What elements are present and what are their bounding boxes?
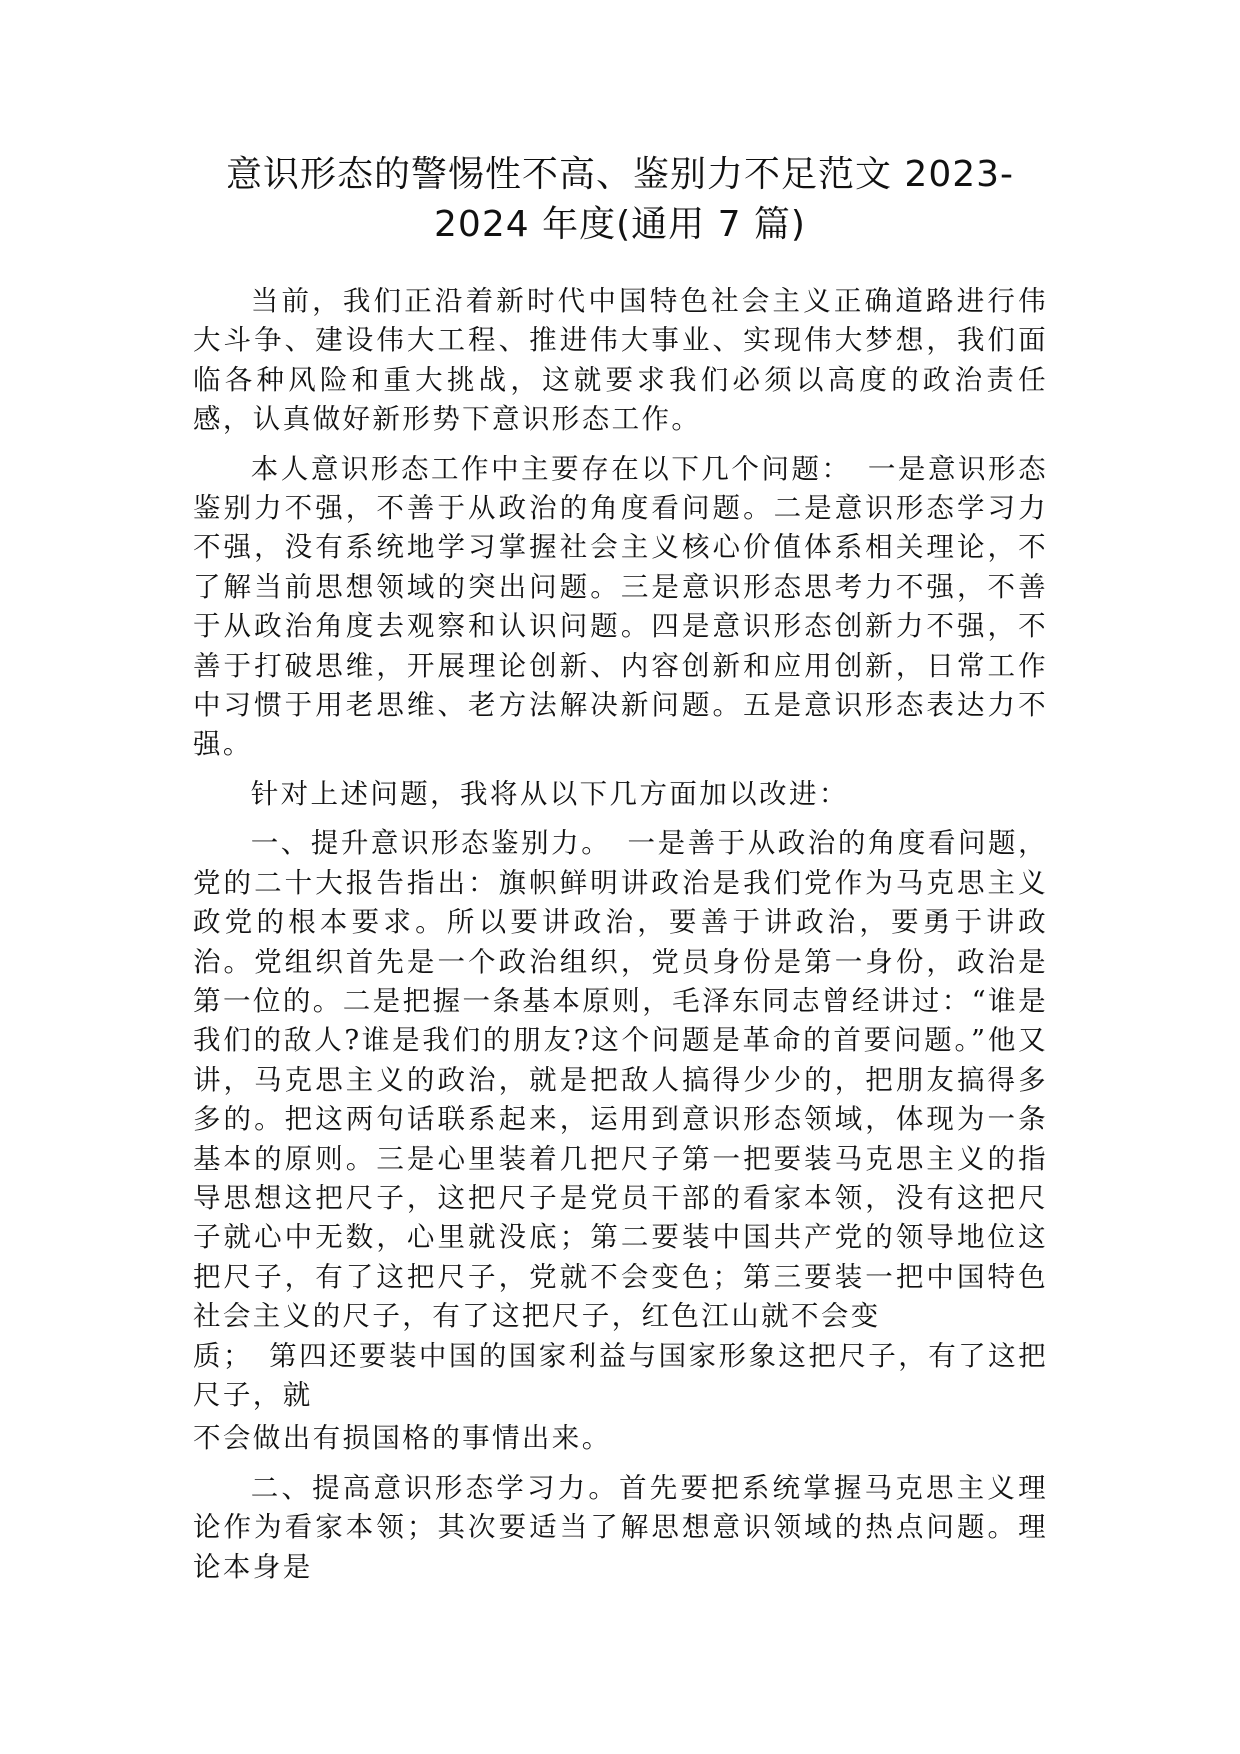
title-line-2: 2024 年度(通用 7 篇)	[434, 204, 806, 245]
title-line-1: 意识形态的警惕性不高、鉴别力不足范文 2023-	[225, 154, 1015, 195]
document-body	[193, 282, 1048, 1597]
paragraph-section-one-continued: 质； 第四还要装中国的国家利益与国家形象这把尺子，有了这把尺子，就	[193, 1339, 1048, 1411]
paragraph-section-one: 一、提升意识形态鉴别力。 一是善于从政治的角度看问题，党的二十大报告指出：旗帜鲜明讲政治是我们党作为马克思主义政党的根本要求。所以要讲政治，要善于讲政治，要勇于讲政治。党组织首先是一个政治组织，党员身份是第一身份，政治是第一位的。二是把握一条基本原则，毛泽东同志曾经讲过：“谁是我们的敌人?谁是我们的朋友?这个问题是革命的首要问题。”他又讲，马克思主义的政治，就是把敌人搞得少少的，把朋友搞得多多的。把这两句话联系起来，运用到意识形态领域，体现为一条基本的原则。三是心里装着几把尺子第一把要装马克思主义的指导思想这把尺子，这把尺子是党员干部的看家本领，没有这把尺子就心中无数，心里就没底；第二要装中国共产党的领导地位这把尺子，有了这把尺子，党就不会变色；第三要装一把中国特色社会主义的尺子，有了这把尺子，红色江山就不会变	[193, 827, 1048, 1333]
paragraph-improvement-intro: 针对上述问题，我将从以下几方面加以改进：	[250, 777, 849, 810]
paragraph-problems: 本人意识形态工作中主要存在以下几个问题： 一是意识形态鉴别力不强，不善于从政治的角度看问题。二是意识形态学习力不强，没有系统地学习掌握社会主义核心价值体系相关理论，不了解当前思想领域的突出问题。三是意识形态思考力不强，不善于从政治角度去观察和认识问题。四是意识形态创新力不强，不善于打破思维，开展理论创新、内容创新和应用创新，日常工作中习惯于用老思维、老方法解决新问题。五是意识形态表达力不强。	[193, 452, 1048, 761]
document-title	[200, 150, 1040, 250]
paragraph-section-one-end: 不会做出有损国格的事情出来。	[193, 1422, 612, 1455]
paragraph-section-two: 二、提高意识形态学习力。首先要把系统掌握马克思主义理论作为看家本领；其次要适当了解思想意识领域的热点问题。理论本身是	[193, 1471, 1048, 1583]
paragraph-intro: 当前，我们正沿着新时代中国特色社会主义正确道路进行伟大斗争、建设伟大工程、推进伟大事业、实现伟大梦想，我们面临各种风险和重大挑战，这就要求我们必须以高度的政治责任感，认真做好新形势下意识形态工作。	[193, 285, 1048, 436]
